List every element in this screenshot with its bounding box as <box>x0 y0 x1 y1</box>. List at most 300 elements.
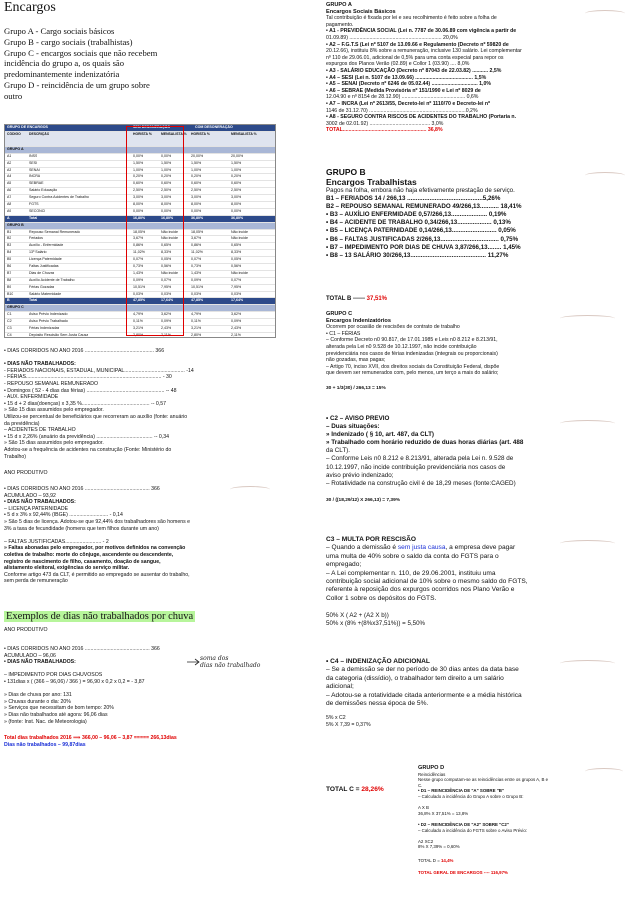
text-line: da CLT). <box>326 447 351 455</box>
text-line: • C1 – FÉRIAS <box>326 330 361 337</box>
scribble-mark <box>230 486 270 493</box>
table-cell: 20,00% <box>191 153 204 158</box>
total-d <box>418 858 623 864</box>
table-cell: MENSALISTA % <box>231 131 257 136</box>
table-cell: 8,00% <box>231 202 242 207</box>
table-cell: 0,09% <box>133 277 144 282</box>
text-line: Adotou-se a frequência de acidentes na construção (Fonte: Ministério do <box>4 446 172 453</box>
table-cell: 3,67% <box>191 236 202 241</box>
text-line: • A3 - SALÁRIO EDUCAÇÃO (Decreto nº 87043 de 22.03.82) ........... 2,5% <box>326 67 502 74</box>
table-cell: B7 <box>7 270 12 275</box>
table-cell: 2,50% <box>161 188 172 193</box>
table-cell: Férias Indenizadas <box>29 326 60 331</box>
text-line: de demissões nessa época de 5%. <box>326 700 429 708</box>
text-line: 10.12.1997, não incide contribuição previdenciária nos casos de <box>326 463 506 471</box>
text-line: » Serviços que necessitam de bom tempo: 20% <box>4 705 114 712</box>
text-line: 1146 de 31.12.70) ...................................................................0,2% <box>326 107 478 114</box>
table-cell: B5 <box>7 257 12 262</box>
table-cell: 3,00% <box>133 195 144 200</box>
grupo-b-lines <box>326 187 626 260</box>
table-cell: 0,07% <box>133 257 144 262</box>
table-cell: 0,11% <box>191 319 201 324</box>
text-line: da previdência) <box>4 420 40 427</box>
c2-formula: 30 / ((18,29/12) X 266,13) = 7,39% <box>326 497 401 503</box>
text-line: que devem ser remunerados com, pelo menos, um terço a mais do salário; <box>326 370 499 377</box>
table-cell: GRUPO A <box>7 146 24 151</box>
text-line: » Faltas abonadas pelo empregador, por motivos definidos na convenção <box>4 545 186 552</box>
text-line: uma multa de 40% sobre o saldo da conta do FGTS para o <box>326 552 499 560</box>
table-cell: 0,65% <box>231 243 242 248</box>
text-line: alterada pela Lei n0 9.528 de 10.12.1997, não incide contribuição <box>326 343 477 350</box>
table-cell: B8 <box>7 277 12 282</box>
table-cell: 0,60% <box>191 181 202 186</box>
c3-formula-1: 50% X ( A2 + (A2 X b)) <box>326 612 389 620</box>
c3-sem-justa-causa: sem justa causa <box>397 544 446 552</box>
scribble-mark <box>560 420 615 427</box>
table-cell: 8,33% <box>161 250 172 255</box>
ano-produtivo-heading-2: ANO PRODUTIVO <box>4 627 48 633</box>
text-line: Reincidências <box>418 771 446 777</box>
text-line: ACUMULADO – 96,06 <box>4 652 56 659</box>
text-line: 36,8% X 37,51% = 13,8% <box>418 810 469 816</box>
table-cell: A3 <box>7 167 12 172</box>
table-cell: C2 <box>7 319 12 324</box>
table-cell: 3,62% <box>161 312 172 317</box>
total-d-value: 14,4% <box>440 857 454 863</box>
table-cell: INCRA <box>29 174 41 179</box>
text-line: • B7 – IMPEDIMENTO POR DIAS DE CHUVA 3,87/266,13........ 1,45% <box>326 243 521 251</box>
c3-title: C3 – MULTA POR RESCISÃO <box>326 536 416 543</box>
table-cell: 2,43% <box>161 326 172 331</box>
table-cell: Não incide <box>161 236 178 241</box>
table-cell: 8,00% <box>133 202 144 207</box>
text-line: » Dias de chuva por ano: 131 <box>4 692 72 699</box>
table-cell: 0,00% <box>191 208 202 213</box>
total-c-label: TOTAL C = <box>326 786 360 793</box>
text-line: » São 15 dias assumidos pelo empregador. <box>4 440 104 447</box>
total-c <box>326 786 384 793</box>
text-line <box>4 686 160 693</box>
table-cell: 0,11% <box>133 319 143 324</box>
table-cell: 3,21% <box>133 326 144 331</box>
text-line: • B5 – LICENÇA PATERNIDADE 0,14/266,13.......................... 0,05% <box>326 227 516 235</box>
text-line: contribuição social adicional de 10% sobre o mesmo saldo do FGTS, <box>326 578 528 586</box>
grupo-c-title: GRUPO C <box>326 311 353 317</box>
table-cell: 0,05% <box>161 257 172 262</box>
text-line: – Artigo 70, inciso XVII, dos direitos sociais da Constituição Federal, dispõe <box>326 363 500 370</box>
table-cell: Feriados <box>29 236 43 241</box>
table-cell: 18,05% <box>191 229 204 234</box>
text-line: – A Lei complementar n. 110, de 29.06.2001, instituiu uma <box>326 569 496 577</box>
text-line: • 5 d x 3% x 92,44% (IBGE) ........................... - 0,14 <box>4 512 123 519</box>
table-cell: 1,43% <box>133 270 144 275</box>
scribble-mark <box>560 660 615 667</box>
text-line: 8% X 7,39% = 0,60% <box>418 844 460 850</box>
table-cell: Férias Gozadas <box>29 284 55 289</box>
text-line: • DIAS NÃO TRABALHADOS: <box>4 361 76 368</box>
text-line: ACUMULADO – 93,92 <box>4 492 56 499</box>
table-cell: 0,20% <box>161 174 172 179</box>
table-cell: A7 <box>7 195 12 200</box>
text-line: - REPOUSO SEMANAL REMUNERADO <box>4 380 99 387</box>
grupo-b-total <box>326 296 387 302</box>
table-cell: A1 <box>7 153 12 158</box>
text-line: C. <box>418 782 423 788</box>
text-line: – FALTAS JUSTIFICADAS......................... - 2 <box>4 538 109 545</box>
text-line <box>418 850 623 856</box>
text-line: 3002 de 02.01.92) .......................................... 3,0% <box>326 120 444 127</box>
table-cell: 1,50% <box>133 160 144 165</box>
grupo-c-subtitle: Encargos Indenizatórios <box>326 317 391 324</box>
table-cell: 0,00% <box>133 208 144 213</box>
table-cell: 2,80% <box>133 332 144 337</box>
table-cell: A5 <box>7 181 12 186</box>
text-line: - AUX. ENFERMIDADE <box>4 394 59 401</box>
table-cell: 8,00% <box>161 202 172 207</box>
table-cell: SENAI <box>29 167 40 172</box>
table-cell: 10,51% <box>191 284 204 289</box>
table-cell: 0,09% <box>161 319 172 324</box>
text-line: previdenciária nos casos de férias indenizadas (integrais ou proporcionais) <box>326 350 498 357</box>
table-cell: A2 <box>7 160 12 165</box>
text-line: • C2 – AVISO PREVIO <box>326 415 390 422</box>
table-cell: 0,56% <box>161 264 172 269</box>
text-line: • DIAS CORRIDOS NO ANO 2016 ............................................. 366 <box>4 646 160 652</box>
text-line: » Trabalhado com horário reduzido de duas horas diárias (art. 488 <box>326 439 524 447</box>
text-line: – Rotatividade na construção civil é de 18,29 meses (fonte:CAGED) <box>326 479 516 487</box>
table-cell: Seguro Contra Acidentes de Trabalho <box>29 195 89 200</box>
table-cell: 3,00% <box>191 195 202 200</box>
text-line: registro de nascimento de filho, casamento, doação de sangue, <box>4 558 161 565</box>
text-line <box>4 532 190 539</box>
table-cell: 0,86% <box>133 243 144 248</box>
table-cell: 4,79% <box>191 312 202 317</box>
c2-section <box>326 415 626 503</box>
table-cell: 0,60% <box>231 181 242 186</box>
table-cell: A4 <box>7 174 12 179</box>
table-cell: B4 <box>7 250 12 255</box>
table-cell: 0,20% <box>191 174 202 179</box>
text-line: • DIAS CORRIDOS NO ANO 2016 ................................................ 366 <box>4 348 165 354</box>
table-cell: B6 <box>7 264 12 269</box>
c4-lines <box>326 666 626 708</box>
table-cell: 8,00% <box>191 202 202 207</box>
text-line: » Chuvas durante o dia: 20% <box>4 698 71 705</box>
table-cell: 16,80% <box>133 215 146 220</box>
table-cell: 0,73% <box>133 264 144 269</box>
group-line: Grupo D - reincidência de um grupo sobre <box>4 79 150 90</box>
page-title: Encargos <box>4 0 56 15</box>
table-cell: 0,00% <box>161 153 172 158</box>
table-cell: Total <box>29 298 38 303</box>
table-cell: 13º Salário <box>29 250 47 255</box>
table-cell: 0,65% <box>161 243 172 248</box>
table-cell: CÓDIGO <box>7 131 21 136</box>
table-cell: 2,43% <box>231 326 242 331</box>
text-line: - FÉRIAS.............................................................................................. - 30 <box>4 374 172 381</box>
text-line: • B4 – ACIDENTE DE TRABALHO 0,34/266,13.................... 0,13% <box>326 219 511 227</box>
table-cell: 0,60% <box>161 181 172 186</box>
text-line: – Duas situações: <box>326 423 380 431</box>
text-line: – Conforme Decreto n0 90.817, de 17.01.1985 e Leis n0 8.212 e 8.213/91, <box>326 337 498 344</box>
c4-formula-1: 5% x C2 <box>326 715 346 722</box>
text-line: – ACIDENTES DE TRABALHO <box>4 427 76 434</box>
total-d-label: TOTAL D = <box>418 857 441 863</box>
grupo-c-section <box>326 311 626 391</box>
grupo-b-total-label: TOTAL B ------ <box>326 296 365 302</box>
table-cell: Dias de Chuvas <box>29 270 55 275</box>
text-line: • 131dias x ( (366 – 96,06) / 366 ) = 96,90 x 0,2 x 0,2 = - 3,87 <box>4 678 145 685</box>
table-header-cell: GRUPO DE ENCARGOS <box>7 125 48 129</box>
text-line: nº 110 de 29.06.01, adicional de 0,5% para uma conta especial para repor os <box>326 54 504 61</box>
text-line: aviso prévio indenizado; <box>326 471 394 479</box>
table-cell: 36,80% <box>231 215 244 220</box>
table-cell: 2,80% <box>191 332 202 337</box>
table-cell: 47,85% <box>191 298 204 303</box>
table-header-cell: COM DESONERAÇÃO <box>195 125 233 129</box>
table-cell: 7,95% <box>231 284 242 289</box>
table-cell: Auxílio - Enfermidade <box>29 243 64 248</box>
text-line: – Calculado a incidência do FGTS sobre o Aviso Prévio: <box>418 827 528 833</box>
table-cell: Salário Educação <box>29 188 58 193</box>
table-cell: Aviso Prévio Trabalhado <box>29 319 68 324</box>
c3-section <box>326 536 626 628</box>
group-line: Grupo C - encargos sociais que não recebem <box>4 47 158 58</box>
text-line: B2 – REPOUSO SEMANAL REMUNERADO 49/266,13........... 18,41% <box>326 203 522 211</box>
text-line: alistamento eleitoral, exigências do serviço militar. <box>4 565 130 572</box>
text-line: » Indenizado ( § 10, art. 487, da CLT) <box>326 431 435 439</box>
text-line: não gozadas, mas pagas; <box>326 357 386 364</box>
text-line: Utilizou-se percentual de beneficiários que recorreram ao auxílio (fonte: anuário <box>4 413 188 420</box>
text-line: 01.09.89) ................................................................ 20,0% <box>326 34 458 41</box>
c3-lines <box>326 553 626 603</box>
text-line: Conforme artigo 473 da CLT, é permitido ao empregado se ausentar do trabalho, <box>4 571 190 578</box>
scribble-mark <box>560 540 615 547</box>
text-line: • A2 – F.G.T.S (Lei nº 5107 de 13.09.66 e Regulamento (Decreto nº 59820 de <box>326 41 509 48</box>
total-geral-encargos: TOTAL GERAL DE ENCARGOS ---- 116,97% <box>418 870 508 876</box>
total-c-value: 28,26% <box>361 786 384 793</box>
table-cell: 0,05% <box>231 257 242 262</box>
c4-title: • C4 – INDENIZAÇÃO ADICIONAL <box>326 658 430 665</box>
table-cell: 17,64% <box>161 298 174 303</box>
handwritten-note <box>200 656 260 669</box>
table-cell: 1,00% <box>191 167 202 172</box>
table-cell: Não incide <box>231 229 248 234</box>
text-line: • A7 – INCRA (Lei nº 2613/55, Decreto-lei nº 1110/70 e Decreto-lei nº <box>326 100 490 107</box>
exemplos-chuva-heading: Exemplos de dias não trabalhados por chuva <box>6 611 194 622</box>
table-cell: B10 <box>7 291 14 296</box>
text-line: Ocorrem por ocasião de rescisões de contrato de trabalho <box>326 324 460 331</box>
text-line: – Se a demissão se der no período de 30 dias antes da data base <box>326 666 519 674</box>
table-cell: SEBRAE <box>29 181 44 186</box>
dias-block-1 <box>4 348 194 460</box>
table-cell: 0,00% <box>161 208 172 213</box>
table-cell: 0,03% <box>133 291 144 296</box>
table-cell: 16,80% <box>161 215 174 220</box>
group-line: incidência do grupo a, os quais são <box>4 58 125 69</box>
text-line: • DIAS CORRIDOS NO ANO 2016 ............................................. 366 <box>4 486 160 492</box>
table-cell: 0,00% <box>231 208 242 213</box>
table-cell: B3 <box>7 243 12 248</box>
table-cell: 1,50% <box>231 160 242 165</box>
c4-section <box>326 658 626 729</box>
table-cell: 1,50% <box>191 160 202 165</box>
text-line: • A5 – SENAI (Decreto nº 6246 de 05.02.44) ................................ 1,0% <box>326 81 491 88</box>
table-cell: 36,80% <box>191 215 204 220</box>
table-cell: 0,60% <box>133 181 144 186</box>
table-cell: MENSALISTA % <box>161 131 187 136</box>
grupo-a-subtitle: Encargos Sociais Básicos <box>326 8 396 15</box>
text-line: • A4 – SESI (Lei n. 5107 de 13.09.66) ........................................ 1,5% <box>326 74 487 81</box>
table-cell: 47,85% <box>133 298 146 303</box>
text-line: da categoria (dissídio), o trabalhador tem direito a um salário <box>326 674 504 682</box>
text-line: – Calculado a incidência do Grupo A sobre o Grupo B: <box>418 793 524 799</box>
text-line: – LICENÇA PATERNIDADE <box>4 505 69 512</box>
c3-formula-2: 50% x (8% +(8%x37,51%)) = 5,50% <box>326 620 426 628</box>
table-cell: A <box>7 215 10 220</box>
table-cell: 17,64% <box>231 298 244 303</box>
scribble-mark <box>585 10 625 17</box>
grupo-d-lines <box>418 772 623 856</box>
text-line: A2 XC2 <box>418 838 434 844</box>
table-cell: 2,11% <box>161 332 171 337</box>
table-cell: 7,95% <box>161 284 172 289</box>
table-cell: GRUPO B <box>7 222 24 227</box>
text-line: • Domingos ( 52 - 4 dias das férias) ...................................................... -- 48 <box>4 387 177 394</box>
text-line: 20.12.66), instituiu 8% sobre a remuneração, inclusive 130 salário. Lei complementar <box>326 48 522 55</box>
text-line: – Conforme Leis n0 8.212 e 8.213/91, alterada pela Lei n. 9.528 de <box>326 455 514 463</box>
table-cell: Aviso Prévio Indenizado <box>29 312 68 317</box>
text-line: 3% a taxa de fecundidade (homens que tem filhos durante um ano) <box>4 525 159 532</box>
table-highlight-box <box>126 126 184 336</box>
table-cell: INSS <box>29 153 38 158</box>
table-cell: 3,00% <box>231 195 242 200</box>
text-line: coletiva de trabalho: morte do cônjuge, ascendente ou descendente, <box>4 551 174 558</box>
grupo-b-section <box>326 167 626 260</box>
table-cell: Salário Maternidade <box>29 291 62 296</box>
table-cell: 11,02% <box>133 250 145 255</box>
c3-line-1c: , a empresa deve pagar <box>445 544 516 552</box>
text-line: empregado; <box>326 561 362 569</box>
scribble-mark <box>585 172 625 179</box>
table-cell: C4 <box>7 332 12 337</box>
text-line: Collor 1 sobre os depósitos do FGTS. <box>326 594 437 602</box>
grupo-a-lines <box>326 15 626 127</box>
table-cell: Licença Paternidade <box>29 257 62 262</box>
text-line: » São 5 dias de licença. Adotou-se que 92,44% dos trabalhadores são homens e <box>4 518 191 525</box>
grupo-a-title: GRUPO A <box>326 2 352 8</box>
table-cell: 0,73% <box>191 264 202 269</box>
text-line <box>4 666 160 673</box>
text-line: • DIAS NÃO TRABALHADOS: <box>4 499 76 506</box>
table-cell: 0,03% <box>231 291 242 296</box>
table-cell: C1 <box>7 312 12 317</box>
table-cell: 3,00% <box>161 195 172 200</box>
table-cell: 1,00% <box>231 167 242 172</box>
grupo-a-section <box>326 2 626 134</box>
text-line: • A8 - SEGURO CONTRA RISCOS DE ACIDENTES DO TRABALHO (Portaria n. <box>326 114 517 121</box>
table-cell: Total <box>29 215 38 220</box>
table-cell: 1,00% <box>133 167 144 172</box>
text-line: Nesse grupo computam-se as reincidências entre os grupos A, B e <box>418 777 549 783</box>
arrow-icon <box>186 657 202 667</box>
text-line: – Adotou-se a rotatividade citada anteriormente e a média histórica <box>326 691 522 699</box>
grupo-b-subtitle: Encargos Trabalhistas <box>326 177 417 187</box>
ano-produtivo-heading-1: ANO PRODUTIVO <box>4 470 48 476</box>
text-line: B1 – FERIADOS 14 / 266,13 ............................................5,26% <box>326 195 501 203</box>
text-line: • DIAS NÃO TRABALHADOS: <box>4 659 76 666</box>
text-line: 12.04.90 e nº 8154 de 28.12.90) ............................................ 0,6% <box>326 94 479 101</box>
text-line: referente à reposição dos expurgos ocorridos nos Plano Verão e <box>326 586 515 594</box>
grupo-b-total-value: 37,51% <box>366 296 388 302</box>
text-line: • A1 - PREVIDÊNCIA SOCIAL (Lei n. 7787 de 30.06.89 com vigência a partir de <box>326 28 517 35</box>
table-cell: A6 <box>7 188 12 193</box>
grupo-d-section <box>418 765 623 876</box>
table-cell: 0,09% <box>231 319 242 324</box>
text-line: • B8 – 13 SALÁRIO 30/266,13............................................ 11,27% <box>326 251 509 259</box>
table-cell: 1,00% <box>161 167 172 172</box>
table-cell: 18,05% <box>133 229 146 234</box>
text-line: Tal contribuição é fixada por lei e seu recolhimento é feito sobre a folha de <box>326 15 497 22</box>
table-cell: 10,51% <box>133 284 146 289</box>
groups-description <box>4 26 157 102</box>
text-line: • D1 – REINCIDÊNCIA DE "A" SOBRE "B" <box>418 788 505 794</box>
table-cell: 2,50% <box>231 188 242 193</box>
table-cell: 8,33% <box>231 250 242 255</box>
table-cell: 2,50% <box>133 188 144 193</box>
group-line: Grupo A - Cargo sociais básicos <box>4 26 115 36</box>
table-cell: 3,62% <box>231 312 242 317</box>
text-line: » Dias não trabalhados até agora: 96,06 dias <box>4 711 108 718</box>
table-cell: SECONCI <box>29 208 46 213</box>
group-line: Grupo B - cargo sociais (trabalhistas) <box>4 36 133 47</box>
table-cell: 0,09% <box>191 277 202 282</box>
table-cell: GRUPO C <box>7 305 24 310</box>
table-cell: B9 <box>7 284 12 289</box>
table-cell: 1,50% <box>161 160 172 165</box>
text-line: • A6 – SEBRAE (Medida Provisória nº 151/1990 e Lei nº 8029 de <box>326 87 481 94</box>
table-cell: A9 <box>7 208 12 213</box>
table-cell: 1,43% <box>191 270 202 275</box>
c3-line-1a: – Quando a demissão é <box>326 544 398 552</box>
table-cell: 2,11% <box>231 332 241 337</box>
total-dias-trabalhados: Total dias trabalhados 2016 ⟹ 366,00 – 96,06 – 3,87 ===== 266,13dias <box>4 735 177 741</box>
text-line: A X B <box>418 805 429 811</box>
table-cell: Depósito Rescisão Sem Justa Causa <box>29 332 89 337</box>
table-cell: Faltas Justificadas <box>29 264 59 269</box>
table-cell: 4,79% <box>133 312 144 317</box>
table-cell: HORISTA % <box>191 131 210 136</box>
group-line: outro <box>4 90 23 101</box>
table-cell: SESI <box>29 160 38 165</box>
text-line: - FERIADOS NACIONAIS, ESTADUAL, MUNICIPAL.......................................... -14 <box>4 367 194 374</box>
grupo-a-total: TOTAL.......................................................... 36,8% <box>326 127 443 134</box>
text-line: » São 15 dias assumidos pelo empregador. <box>4 407 104 414</box>
table-cell: Não incide <box>161 229 178 234</box>
table-cell: A8 <box>7 202 12 207</box>
table-cell: 0,07% <box>161 277 172 282</box>
group-line: predominantemente indenizatória <box>4 69 120 80</box>
dias-block-2 <box>4 486 190 585</box>
grupo-d-title: GRUPO D <box>418 765 445 771</box>
table-cell: 2,50% <box>191 188 202 193</box>
grupo-c-lines <box>326 324 626 377</box>
text-line: pagamento. <box>326 21 354 28</box>
handwritten-line-2: dias não trabalhado <box>200 661 261 669</box>
text-line: • B3 – AUXÍLIO ENFERMIDADE 0,57/266,13..................... 0,19% <box>326 211 507 219</box>
text-line: expurgos dos Planos Verão (02.89) e Collor 1 (03.90) .... 8,0% <box>326 61 470 68</box>
dias-block-3 <box>4 646 160 725</box>
